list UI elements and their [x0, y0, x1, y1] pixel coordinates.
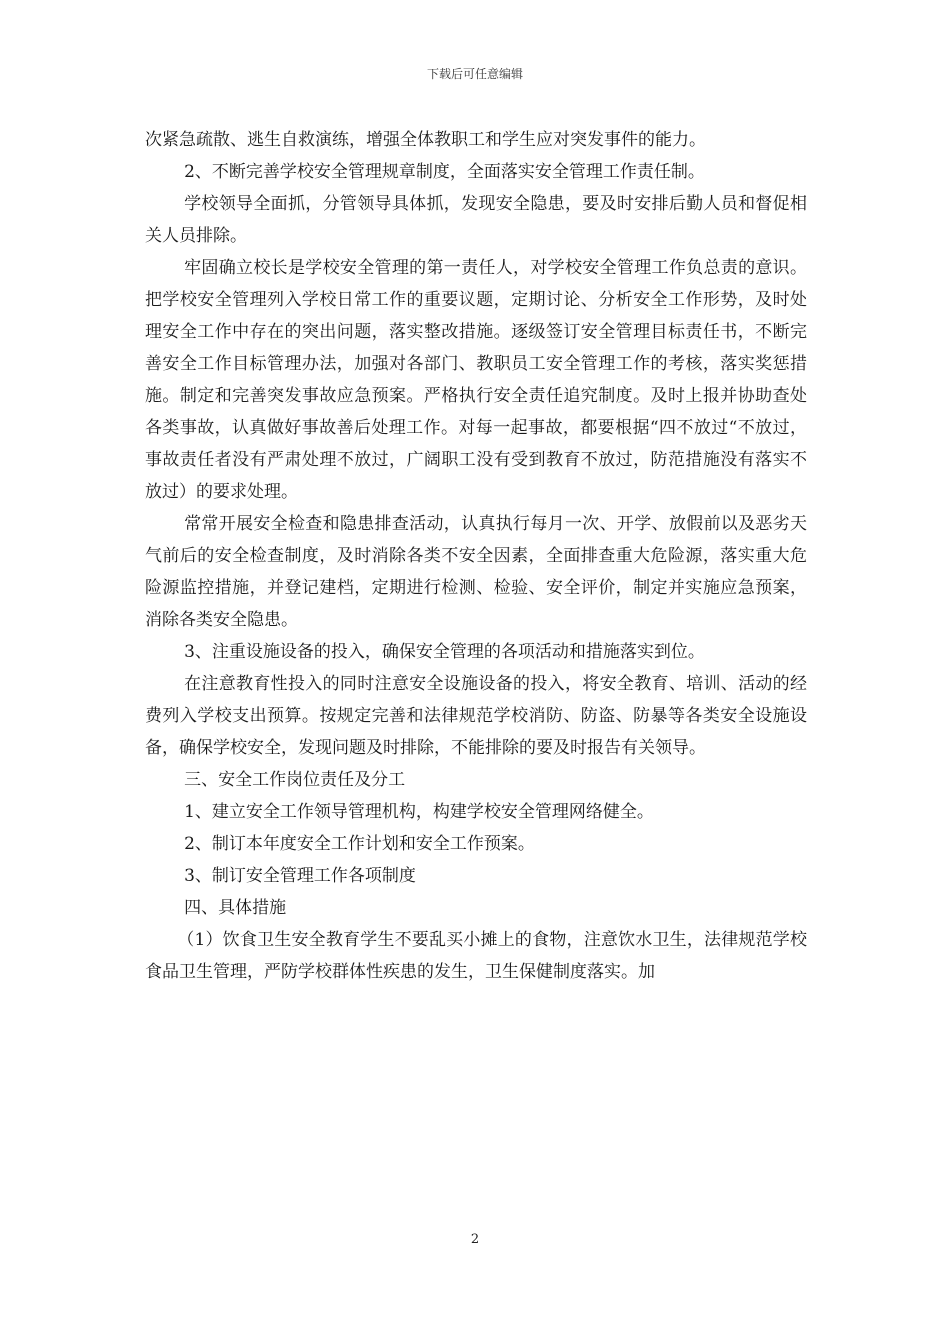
paragraph-6: 3、注重设施设备的投入，确保安全管理的各项活动和措施落实到位。: [184, 642, 705, 662]
paragraph-1: 次紧急疏散、逃生自救演练，增强全体教职工和学生应对突发事件的能力。: [145, 130, 706, 150]
paragraph-11: 3、制订安全管理工作各项制度: [184, 866, 416, 886]
document-body: [145, 124, 807, 988]
page-number: 2: [470, 1232, 480, 1247]
section-heading-3: 三、安全工作岗位责任及分工: [184, 770, 406, 790]
paragraph-9: 1、建立安全工作领导管理机构，构建学校安全管理网络健全。: [184, 802, 654, 822]
section-heading-4: 四、具体措施: [184, 898, 287, 918]
paragraph-5: 常常开展安全检查和隐患排查活动，认真执行每月一次、开学、放假前以及恶劣天气前后的安全检查制度，及时消除各类不安全因素，全面排查重大危险源，落实重大危险源监控措施，并登记建档，定期进行检测、检验、安全评价，制定并实施应急预案，消除各类安全隐患。: [145, 514, 807, 630]
paragraph-4: 牢固确立校长是学校安全管理的第一责任人，对学校安全管理工作负总责的意识。把学校安全管理列入学校日常工作的重要议题，定期讨论、分析安全工作形势，及时处理安全工作中存在的突出问题，落实整改措施。逐级签订安全管理目标责任书，不断完善安全工作目标管理办法，加强对各部门、教职员工安全管理工作的考核，落实奖惩措施。制定和完善突发事故应急预案。严格执行安全责任追究制度。及时上报并协助查处各类事故，认真做好事故善后处理工作。对每一起事故，都要根据“四不放过“不放过，事故责任者没有严肃处理不放过，广阔职工没有受到教育不放过，防范措施没有落实不放过）的要求处理。: [145, 258, 807, 502]
paragraph-3: 学校领导全面抓，分管领导具体抓，发现安全隐患，要及时安排后勤人员和督促相关人员排除。: [145, 194, 807, 246]
paragraph-10: 2、制订本年度安全工作计划和安全工作预案。: [184, 834, 535, 854]
page-header: 下载后可任意编辑: [426, 67, 523, 81]
paragraph-7: 在注意教育性投入的同时注意安全设施设备的投入，将安全教育、培训、活动的经费列入学校支出预算。按规定完善和法律规范学校消防、防盗、防暴等各类安全设施设备，确保学校安全，发现问题及时排除，不能排除的要及时报告有关领导。: [145, 674, 807, 758]
paragraph-13: （1）饮食卫生安全教育学生不要乱买小摊上的食物，注意饮水卫生，法律规范学校食品卫生管理，严防学校群体性疾患的发生，卫生保健制度落实。加: [145, 930, 807, 982]
paragraph-2: 2、不断完善学校安全管理规章制度，全面落实安全管理工作责任制。: [184, 162, 705, 182]
